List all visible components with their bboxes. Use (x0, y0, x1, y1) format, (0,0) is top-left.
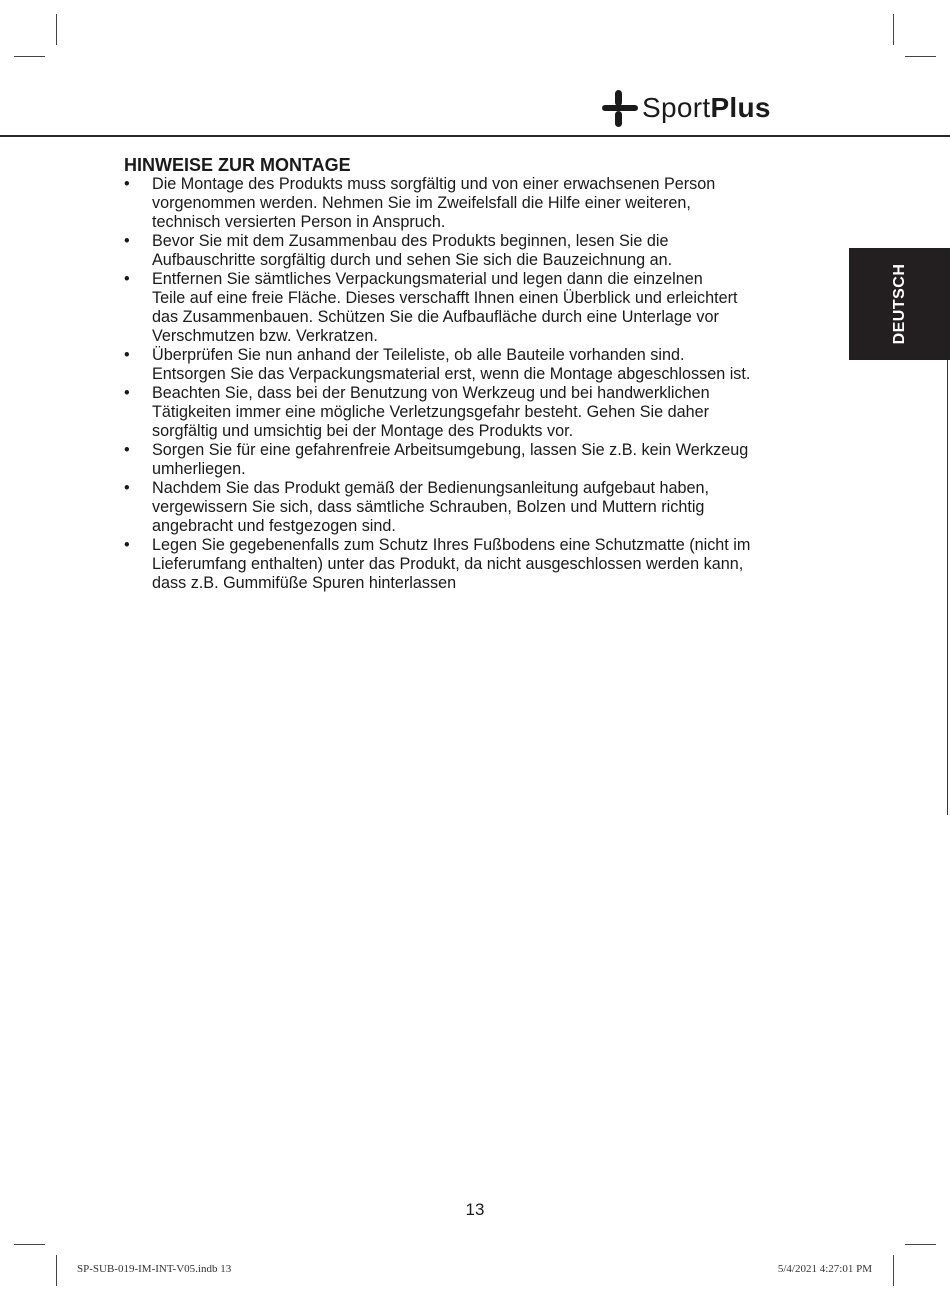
section-heading: HINWEISE ZUR MONTAGE (124, 155, 351, 175)
list-item-line: • Sorgen Sie für eine gefahrenfreie Arbeitsumgebung, lassen Sie z.B. kein Werkzeug (152, 441, 749, 459)
crop-mark (56, 1255, 57, 1286)
list-item-line: • Legen Sie gegebenenfalls zum Schutz Ihres Fußbodens eine Schutzmatte (nicht im (152, 536, 751, 554)
list-item (124, 346, 824, 384)
list-item-line: angebracht und festgezogen sind. (152, 517, 396, 535)
footer-file-info: SP-SUB-019-IM-INT-V05.indb 13 (77, 1263, 232, 1275)
list-item-line: Teile auf eine freie Fläche. Dieses verschafft Ihnen einen Überblick und erleichtert (152, 289, 738, 307)
list-item-line: das Zusammenbauen. Schützen Sie die Aufbaufläche durch eine Unterlage vor (152, 308, 719, 326)
list-item-line: Verschmutzen bzw. Verkratzen. (152, 327, 378, 345)
list-item-line: • Überprüfen Sie nun anhand der Teileliste, ob alle Bauteile vorhanden sind. (152, 346, 685, 364)
list-item-line: Aufbauschritte sorgfältig durch und sehen Sie sich die Bauzeichnung an. (152, 251, 673, 269)
page-number: 13 (465, 1200, 485, 1219)
side-rule (947, 360, 948, 815)
list-item (124, 479, 824, 536)
list-item-line: • Die Montage des Produkts muss sorgfältig und von einer erwachsenen Person (152, 175, 716, 193)
assembly-notes (124, 155, 824, 593)
crop-mark (893, 1255, 894, 1286)
list-item (124, 384, 824, 441)
language-tab (849, 248, 950, 360)
list-item-line: Tätigkeiten immer eine mögliche Verletzungsgefahr besteht. Gehen Sie daher (152, 403, 709, 421)
list-item-line: • Entfernen Sie sämtliches Verpackungsmaterial und legen dann die einzelnen (152, 270, 703, 288)
crop-mark (56, 14, 57, 45)
crop-mark (14, 56, 45, 57)
list-item-line: • Beachten Sie, dass bei der Benutzung von Werkzeug und bei handwerklichen (152, 384, 710, 402)
list-item-line: sorgfältig und umsichtig bei der Montage des Produkts vor. (152, 422, 574, 440)
list-item-line: Entsorgen Sie das Verpackungsmaterial erst, wenn die Montage abgeschlossen ist. (152, 365, 751, 383)
crop-mark (905, 1244, 936, 1245)
list-item-line: dass z.B. Gummifüße Spuren hinterlassen (152, 574, 457, 592)
list-item-line: technisch versierten Person in Anspruch. (152, 213, 446, 231)
list-item (124, 232, 824, 270)
list-item-line: umherliegen. (152, 460, 246, 478)
crop-mark (893, 14, 894, 45)
list-item-line: • Nachdem Sie das Produkt gemäß der Bedienungsanleitung aufgebaut haben, (152, 479, 710, 497)
crop-mark (14, 1244, 45, 1245)
list-item (124, 441, 824, 479)
brand-wordmark: SportPlus (642, 92, 771, 123)
language-tab-label: DEUTSCH (890, 263, 908, 345)
list-item-line: Lieferumfang enthalten) unter das Produkt, da nicht ausgeschlossen werden kann, (152, 555, 744, 573)
bullet-list (124, 175, 824, 593)
list-item (124, 536, 824, 593)
plus-cross-icon (600, 88, 640, 130)
header-rule (0, 135, 950, 137)
list-item (124, 270, 824, 346)
footer-timestamp: 5/4/2021 4:27:01 PM (777, 1263, 872, 1275)
crop-mark (905, 56, 936, 57)
list-item-line: • Bevor Sie mit dem Zusammenbau des Produkts beginnen, lesen Sie die (152, 232, 669, 250)
list-item-line: vergewissern Sie sich, dass sämtliche Schrauben, Bolzen und Muttern richtig (152, 498, 705, 516)
sportplus-logo (600, 88, 830, 130)
list-item (124, 175, 824, 232)
list-item-line: vorgenommen werden. Nehmen Sie im Zweifelsfall die Hilfe einer weiteren, (152, 194, 691, 212)
